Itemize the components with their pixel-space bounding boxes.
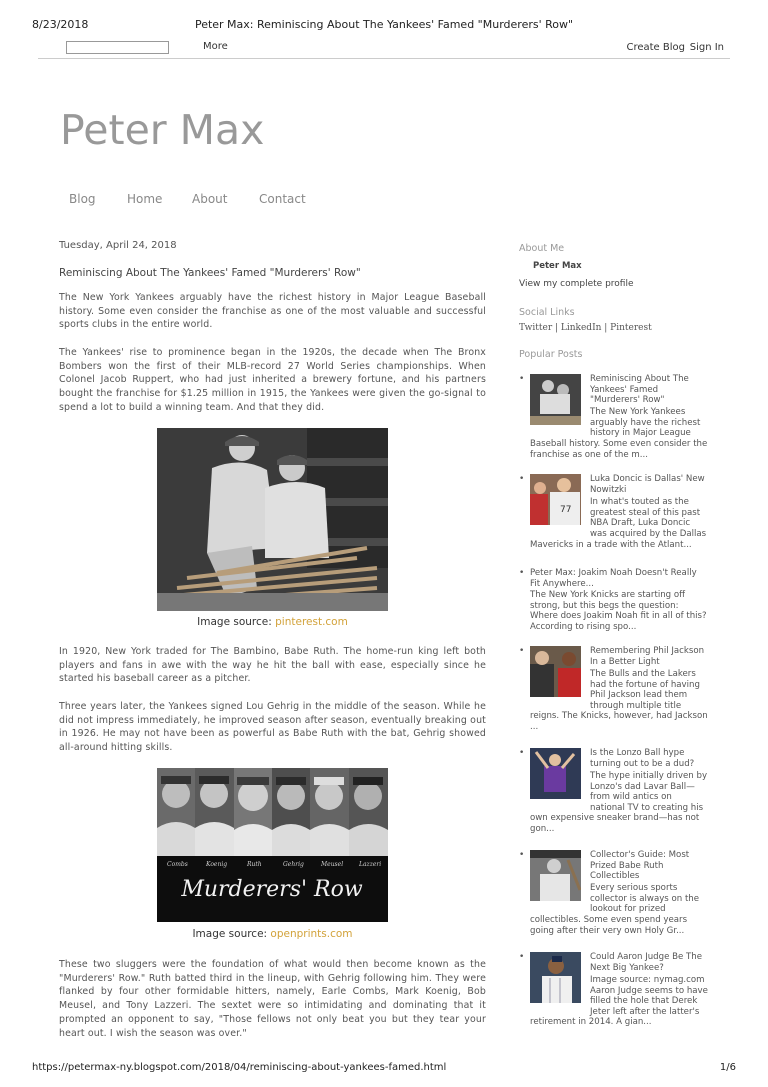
tab-contact[interactable]: Contact	[259, 192, 306, 206]
popular-title-4[interactable]: Remembering Phil Jackson In a Better Light	[590, 646, 705, 667]
popular-snippet-7b: retirement in 2014. A gian...	[530, 1017, 652, 1027]
print-page-number: 1/6	[719, 1062, 736, 1073]
ruth-gehrig-photo	[157, 428, 388, 611]
create-blog-link[interactable]: Create Blog	[626, 42, 685, 53]
popular-thumb-1-art	[530, 374, 581, 425]
bullet-icon: •	[519, 568, 525, 578]
image-caption-2-label: Image source:	[192, 928, 271, 940]
print-date: 8/23/2018	[32, 18, 89, 31]
post-title[interactable]: Reminiscing About The Yankees' Famed "Murderers' Row"	[59, 267, 361, 279]
popular-snippet-6: Every serious sports collector is always on the lookout for prized	[590, 883, 700, 915]
popular-snippet-6b: collectibles. Some even spend years going after their very own Holy Gr...	[530, 915, 688, 936]
social-links[interactable]: Twitter | LinkedIn | Pinterest	[519, 323, 652, 333]
bullet-icon: •	[519, 646, 525, 656]
popular-snippet-4b: reigns. The Knicks, however, had Jackson ...	[530, 711, 708, 732]
popular-thumb-4[interactable]	[530, 646, 581, 697]
popular-thumb-6[interactable]	[530, 850, 581, 901]
tab-home[interactable]: Home	[127, 192, 163, 206]
photo-name-combs: Combs	[167, 861, 188, 868]
popular-snippet-2: In what's touted as the greatest steal of this past NBA Draft, Luka Doncic was acquired by the Dallas	[590, 497, 707, 539]
popular-title-6[interactable]: Collector's Guide: Most Prized Babe Ruth Collectibles	[590, 850, 690, 882]
popular-thumb-6-art	[530, 850, 581, 901]
svg-text:77: 77	[560, 505, 572, 515]
popular-snippet-5b: own expensive sneaker brand—has not gon...	[530, 813, 700, 834]
popular-title-1[interactable]: Reminiscing About The Yankees' Famed "Murderers' Row"	[590, 374, 689, 406]
tab-blog[interactable]: Blog	[69, 192, 96, 206]
blogger-navbar	[38, 38, 730, 59]
bullet-icon: •	[519, 850, 525, 860]
murderers-row-photo-art	[157, 768, 388, 922]
about-me-heading: About Me	[519, 243, 565, 254]
print-url: https://petermax-ny.blogspot.com/2018/04/reminiscing-about-yankees-famed.html	[32, 1062, 447, 1073]
pinterest-link[interactable]: pinterest.com	[275, 616, 348, 628]
popular-snippet-7: Image source: nymag.com Aaron Judge seems to have filled the hole that Derek Jeter left after the latter's	[590, 975, 708, 1017]
popular-title-2[interactable]: Luka Doncic is Dallas' New Nowitzki	[590, 474, 705, 495]
search-input[interactable]	[66, 41, 169, 54]
post-paragraph-5: These two sluggers were the foundation of what would then become known as the "Murderers' Row." Ruth batted third in the lineup, with Gehrig following him. They were flanked by four other formidable hitters, namely, Earle Combs, Mark Koenig, Bob Meusel, and Tony Lazzeri. The sextet were so intimidating and dominating that it prompted an opponent to say, "Those fellows not only beat you but they tear your heart out. I wish the season was over."	[59, 959, 486, 1039]
print-page-title: Peter Max: Reminiscing About The Yankees' Famed "Murderers' Row"	[194, 18, 574, 31]
popular-thumb-7[interactable]	[530, 952, 581, 1003]
popular-snippet-2b: Mavericks in a trade with the Atlant...	[530, 540, 692, 550]
image-caption-1-label: Image source:	[197, 616, 276, 628]
bullet-icon: •	[519, 474, 525, 484]
post-date: Tuesday, April 24, 2018	[59, 240, 177, 251]
post-paragraph-3: In 1920, New York traded for The Bambino, Babe Ruth. The home-run king left both players and fans in awe with the way he hit the ball with ease, especially since he started his baseball career as a pitcher.	[59, 646, 486, 685]
popular-thumb-4-art	[530, 646, 581, 697]
popular-title-3[interactable]: Peter Max: Joakim Noah Doesn't Really Fit Anywhere...	[530, 568, 697, 589]
popular-title-7[interactable]: Could Aaron Judge Be The Next Big Yankee?	[590, 952, 703, 973]
popular-thumb-2-art	[530, 474, 581, 525]
photo-name-ruth: Ruth	[247, 861, 262, 868]
popular-snippet-4: The Bulls and the Lakers had the fortune of having Phil Jackson lead them through multiple title	[590, 669, 700, 711]
popular-snippet-1b: Baseball history. Some even consider the franchise as one of the m...	[530, 439, 708, 460]
sign-in-link[interactable]: Sign In	[689, 42, 724, 53]
popular-snippet-5: The hype initially driven by Lonzo's dad Lavar Ball—from wild antics on national TV to creating his	[590, 771, 708, 813]
photo-name-lazzeri: Lazzeri	[359, 861, 382, 868]
image-caption-1	[59, 616, 486, 628]
popular-title-5[interactable]: Is the Lonzo Ball hype turning out to be a dud?	[590, 748, 695, 769]
popular-thumb-2[interactable]	[530, 474, 581, 525]
popular-thumb-5-art	[530, 748, 581, 799]
popular-thumb-7-art	[530, 952, 581, 1003]
murderers-row-photo	[157, 768, 388, 922]
openprints-link[interactable]: openprints.com	[270, 928, 353, 940]
bullet-icon: •	[519, 374, 525, 384]
photo-name-meusel: Meusel	[321, 861, 344, 868]
ruth-gehrig-photo-art	[157, 428, 388, 611]
photo-name-gehrig: Gehrig	[283, 861, 304, 868]
photo-title-text: Murderers' Row	[181, 877, 363, 902]
social-links-heading: Social Links	[519, 307, 575, 318]
post-paragraph-1: The New York Yankees arguably have the richest history in Major League Baseball history. Some even consider the franchise as one of the most valuable and successful sports clubs in the entire world.	[59, 292, 486, 331]
image-caption-2	[59, 928, 486, 940]
post-paragraph-2: The Yankees' rise to prominence began in the 1920s, the decade when The Bronx Bombers won the first of their MLB-record 27 World Series championships. When Colonel Jacob Ruppert, who had just inherited a brewery fortune, and his partners bought the franchise for $1.25 million in 1915, the Yankees were given the go-signal to spend a lot to build a winning team. And that they did.	[59, 347, 486, 413]
bullet-icon: •	[519, 748, 525, 758]
popular-snippet-1: The New York Yankees arguably have the richest history in Major League	[590, 407, 701, 439]
popular-thumb-5[interactable]	[530, 748, 581, 799]
blog-title[interactable]: Peter Max	[60, 106, 265, 154]
post-paragraph-4: Three years later, the Yankees signed Lou Gehrig in the middle of the season. While he did not impress immediately, he improved season after season, eventually breaking out in 1926. He may not have been as powerful as Babe Ruth with the bat, Gehrig showed all-around hitting skills.	[59, 701, 486, 754]
bullet-icon: •	[519, 952, 525, 962]
tab-about[interactable]: About	[192, 192, 228, 206]
popular-posts-heading: Popular Posts	[519, 349, 583, 360]
photo-name-koenig: Koenig	[206, 861, 228, 868]
popular-snippet-3: The New York Knicks are starting off strong, but this begs the question: Where does Joakim Noah fit in all of this? According to rising spo...	[530, 590, 707, 632]
more-link[interactable]: More	[203, 41, 228, 52]
about-me-name[interactable]: Peter Max	[533, 261, 582, 271]
profile-link[interactable]: View my complete profile	[519, 279, 634, 289]
popular-thumb-1[interactable]	[530, 374, 581, 425]
